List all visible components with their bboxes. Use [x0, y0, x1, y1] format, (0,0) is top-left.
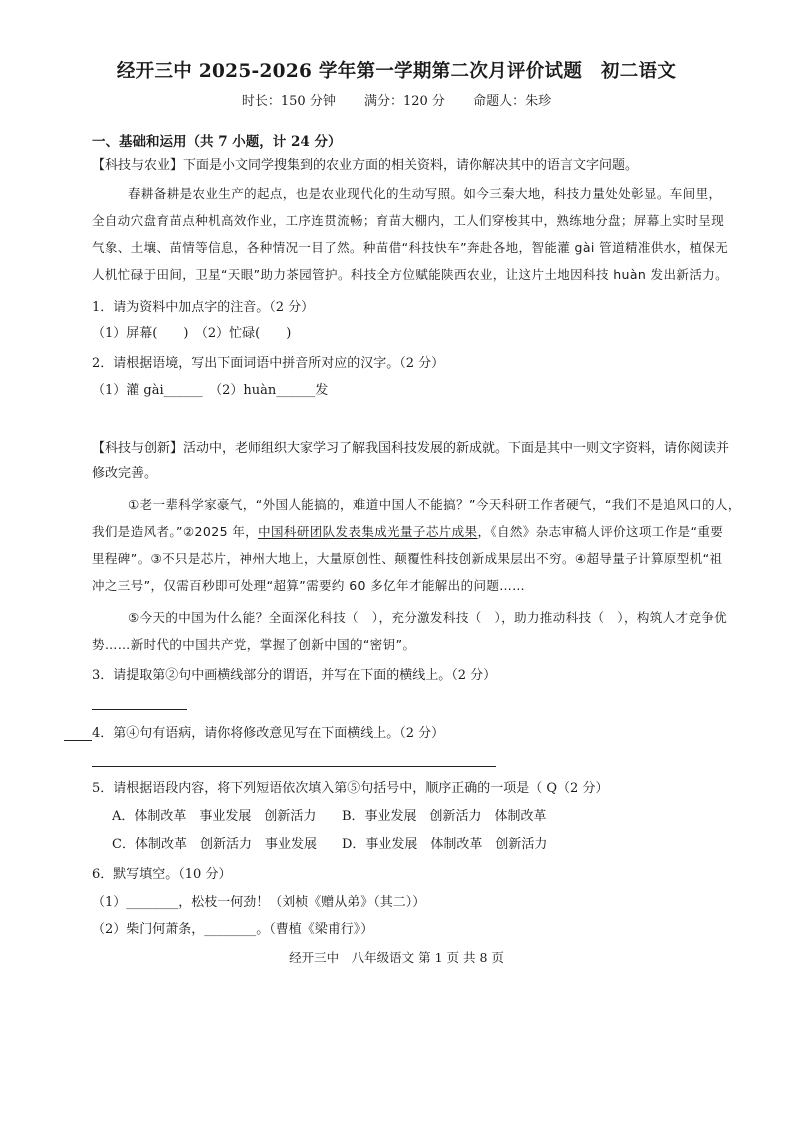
passage2-text: 我们是造风者。”②2025 年， — [92, 524, 259, 539]
full-score: 满分：120 分 — [363, 94, 445, 109]
question-6-item: （1）________，松枝一何劲！（刘桢《赠从弟》（其二）） — [92, 895, 426, 910]
question-6: 6．默写填空。（10 分） — [92, 867, 232, 882]
duration: 时长：150 分钟 — [241, 94, 336, 109]
question-6-item: （2）柴门何萧条，________。（曹植《梁甫行》） — [92, 922, 374, 937]
intro-innovation: 【科技与创新】活动中，老师组织大家学习了解我国科技发展的新成就。下面是其中一则文字资料，请你阅读并 — [92, 441, 730, 456]
underlined-phrase: 中国科研团队发表集成光量子芯片成果 — [258, 524, 478, 539]
question-1-items: （1）屏幕( ) （2）忙碌( ) — [92, 326, 292, 341]
margin-line — [64, 740, 92, 741]
passage1-line: 人机忙碌于田间，卫星“天眼”助力茶园管护。科技全方位赋能陕西农业，让这片土地因科技 huàn 发出新活力。 — [92, 267, 729, 282]
passage1-line: 全自动穴盘育苗点种机高效作业，工序连贯流畅；育苗大棚内，工人们穿梭其中，熟练地分盘；屏幕上实时呈现 — [92, 213, 725, 228]
intro-innovation-cont: 修改完善。 — [92, 466, 158, 481]
passage1-line: 春耕备耕是农业生产的起点，也是农业现代化的生动写照。如今三秦大地，科技力量处处彰显。车间里， — [128, 186, 722, 201]
question-2-items: （1）灌 gài______ （2）huàn______发 — [92, 383, 329, 398]
page-title: 经开三中 2025-2026 学年第一学期第二次月评价试题 初二语文 — [116, 61, 677, 82]
page-footer: 经开三中 八年级语文 第 1 页 共 8 页 — [289, 950, 504, 965]
author: 命题人：朱珍 — [473, 94, 552, 109]
intro-agriculture: 【科技与农业】下面是小文同学搜集到的农业方面的相关资料，请你解决其中的语言文字问题。 — [92, 158, 639, 173]
section-heading: 一、基础和运用（共 7 小题，计 24 分） — [92, 134, 342, 150]
answer-line-3[interactable] — [92, 709, 187, 710]
passage2-line: 势……新时代的中国共产党，掌握了创新中国的“密钥”。 — [92, 637, 416, 652]
option-a: A．体制改革 事业发展 创新活力 — [112, 809, 317, 824]
answer-line-4[interactable] — [92, 766, 496, 767]
question-4: 4．第④句有语病，请你将修改意见写在下面横线上。（2 分） — [92, 726, 445, 741]
option-d: D．事业发展 体制改革 创新活力 — [342, 837, 548, 852]
question-5: 5．请根据语段内容，将下列短语依次填入第⑤句括号中，顺序正确的一项是（ Q（2 分） — [92, 781, 609, 796]
passage2-line: 冲之三号”，仅需百秒即可处理“超算”需要约 60 多亿年才能解出的问题…… — [92, 578, 526, 593]
exam-meta — [0, 94, 793, 110]
option-b: B．事业发展 创新活力 体制改革 — [342, 809, 547, 824]
passage2-line: 里程碑”。③不只是芯片，神州大地上，大量原创性、颠覆性科技创新成果层出不穷。④超导量子计算原型机“祖 — [92, 551, 723, 566]
question-1: 1．请为资料中加点字的注音。（2 分） — [92, 300, 315, 315]
question-3: 3．请提取第②句中画横线部分的谓语，并写在下面的横线上。（2 分） — [92, 668, 497, 683]
passage2-line: ⑤今天的中国为什么能？全面深化科技（ ），充分激发科技（ ），助力推动科技（ ），构筑人才竞争优 — [128, 610, 728, 625]
passage1-line: 气象、土壤、苗情等信息，各种情况一目了然。种苗借“科技快车”奔赴各地，智能灌 gài 管道精准供水，植保无 — [92, 240, 729, 255]
passage2-line: ①老一辈科学家豪气，“外国人能搞的，难道中国人不能搞？”今天科研工作者硬气，“我们不是追风口的人， — [128, 497, 741, 512]
passage2-line — [92, 524, 723, 540]
question-2: 2．请根据语境，写出下面词语中拼音所对应的汉字。（2 分） — [92, 356, 445, 371]
option-c: C．体制改革 创新活力 事业发展 — [112, 837, 317, 852]
passage2-text: ，《自然》杂志审稿人评价这项工作是“重要 — [477, 524, 724, 539]
